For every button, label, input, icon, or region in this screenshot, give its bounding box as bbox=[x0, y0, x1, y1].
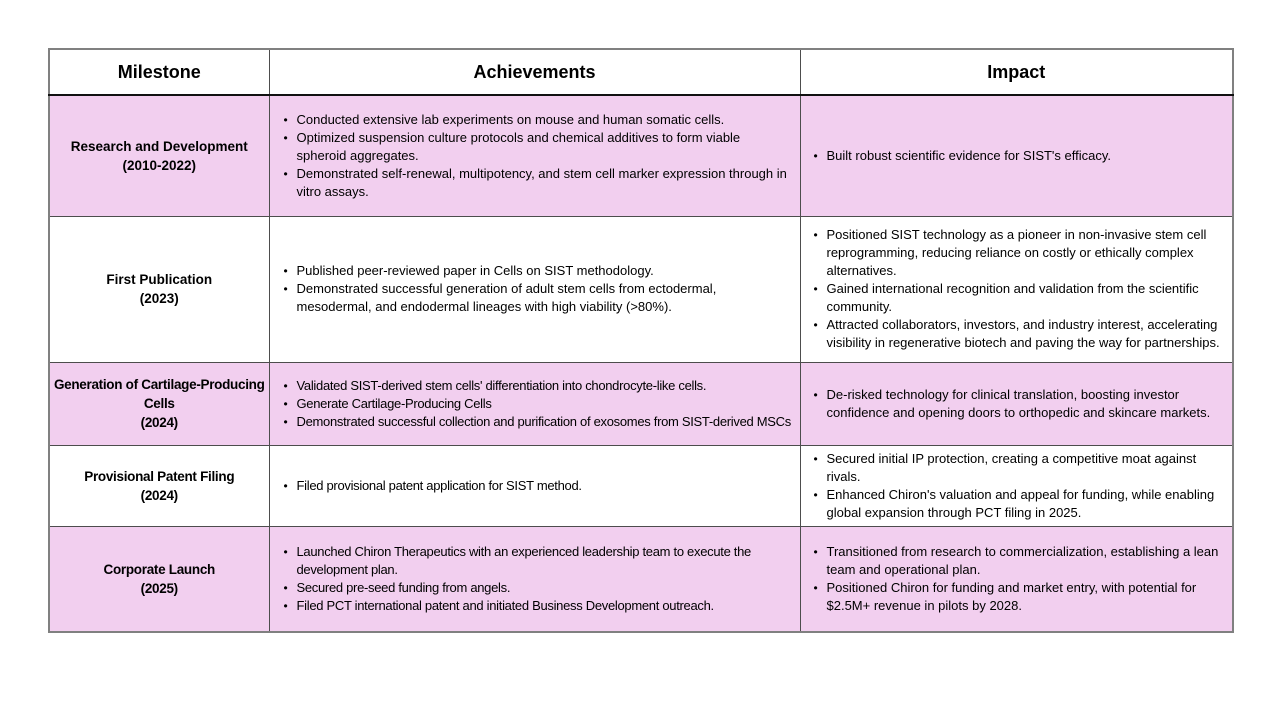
milestone-date: (2024) bbox=[140, 487, 178, 503]
impact-item: • Transitioned from research to commercialization, establishing a lean team and operational plan. bbox=[812, 543, 1225, 579]
table-row bbox=[49, 216, 1233, 362]
impact-item: • Gained international recognition and validation from the scientific community. bbox=[812, 280, 1225, 316]
impact-cell bbox=[800, 95, 1233, 216]
milestones-table bbox=[48, 48, 1234, 633]
milestone-cell bbox=[49, 526, 269, 632]
table-row bbox=[49, 526, 1233, 632]
milestone-name: Research and Development bbox=[70, 138, 248, 154]
achievements-cell bbox=[269, 95, 800, 216]
impact-item: • Enhanced Chiron's valuation and appeal for funding, while enabling global expansion through PCT filing in 2025. bbox=[812, 486, 1225, 522]
impact-item: • Secured initial IP protection, creating a competitive moat against rivals. bbox=[812, 450, 1225, 486]
column-header-achievements: Achievements bbox=[269, 49, 800, 95]
impact-item: • Built robust scientific evidence for SIST's efficacy. bbox=[812, 147, 1225, 165]
impact-item: • Positioned Chiron for funding and market entry, with potential for $2.5M+ revenue in pilots by 2028. bbox=[812, 579, 1225, 615]
achievement-item: • Filed provisional patent application for SIST method. bbox=[282, 477, 792, 495]
table-row bbox=[49, 95, 1233, 216]
milestone-date: (2024) bbox=[140, 415, 178, 430]
achievement-item: • Launched Chiron Therapeutics with an experienced leadership team to execute the development plan. bbox=[282, 543, 792, 579]
achievement-item: • Filed PCT international patent and initiated Business Development outreach. bbox=[282, 597, 792, 615]
achievement-item: • Optimized suspension culture protocols and chemical additives to form viable spheroid aggregates. bbox=[282, 129, 792, 165]
milestone-name: Corporate Launch bbox=[103, 561, 215, 577]
milestone-cell bbox=[49, 362, 269, 445]
achievements-cell bbox=[269, 445, 800, 526]
milestone-name: Provisional Patent Filing bbox=[84, 468, 235, 484]
achievements-cell bbox=[269, 362, 800, 445]
achievement-item: • Secured pre-seed funding from angels. bbox=[282, 579, 792, 597]
impact-cell bbox=[800, 216, 1233, 362]
achievement-item: • Generate Cartilage-Producing Cells bbox=[282, 395, 792, 413]
table-row bbox=[49, 362, 1233, 445]
achievement-item: • Demonstrated successful generation of adult stem cells from ectodermal, mesodermal, and endodermal lineages with high viability (>80%). bbox=[282, 280, 792, 316]
milestone-date: (2023) bbox=[139, 291, 179, 306]
achievement-item: • Demonstrated self-renewal, multipotency, and stem cell marker expression through in vitro assays. bbox=[282, 165, 792, 201]
milestone-date: (2010-2022) bbox=[122, 157, 197, 173]
achievement-item: • Conducted extensive lab experiments on mouse and human somatic cells. bbox=[282, 111, 792, 129]
achievements-cell bbox=[269, 526, 800, 632]
column-header-impact: Impact bbox=[800, 49, 1233, 95]
impact-cell bbox=[800, 526, 1233, 632]
impact-cell bbox=[800, 445, 1233, 526]
header-row bbox=[49, 49, 1233, 95]
achievement-item: • Validated SIST-derived stem cells' differentiation into chondrocyte-like cells. bbox=[282, 377, 792, 395]
achievements-cell bbox=[269, 216, 800, 362]
achievement-item: • Demonstrated successful collection and purification of exosomes from SIST-derived MSCs bbox=[282, 413, 792, 431]
milestone-cell bbox=[49, 445, 269, 526]
milestone-date: (2025) bbox=[140, 580, 178, 596]
impact-item: • Attracted collaborators, investors, and industry interest, accelerating visibility in regenerative biotech and paving the way for partnerships. bbox=[812, 316, 1225, 352]
impact-item: • De-risked technology for clinical translation, boosting investor confidence and opening doors to orthopedic and skincare markets. bbox=[812, 386, 1225, 422]
table-row bbox=[49, 445, 1233, 526]
achievement-item: • Published peer-reviewed paper in Cells on SIST methodology. bbox=[282, 262, 792, 280]
impact-cell bbox=[800, 362, 1233, 445]
milestone-cell bbox=[49, 216, 269, 362]
milestone-name: First Publication bbox=[106, 272, 213, 287]
milestone-name: Generation of Cartilage-Producing Cells bbox=[53, 377, 265, 411]
milestone-cell bbox=[49, 95, 269, 216]
column-header-milestone: Milestone bbox=[49, 49, 269, 95]
impact-item: • Positioned SIST technology as a pioneer in non-invasive stem cell reprogramming, reducing reliance on costly or ethically complex alternatives. bbox=[812, 226, 1225, 280]
